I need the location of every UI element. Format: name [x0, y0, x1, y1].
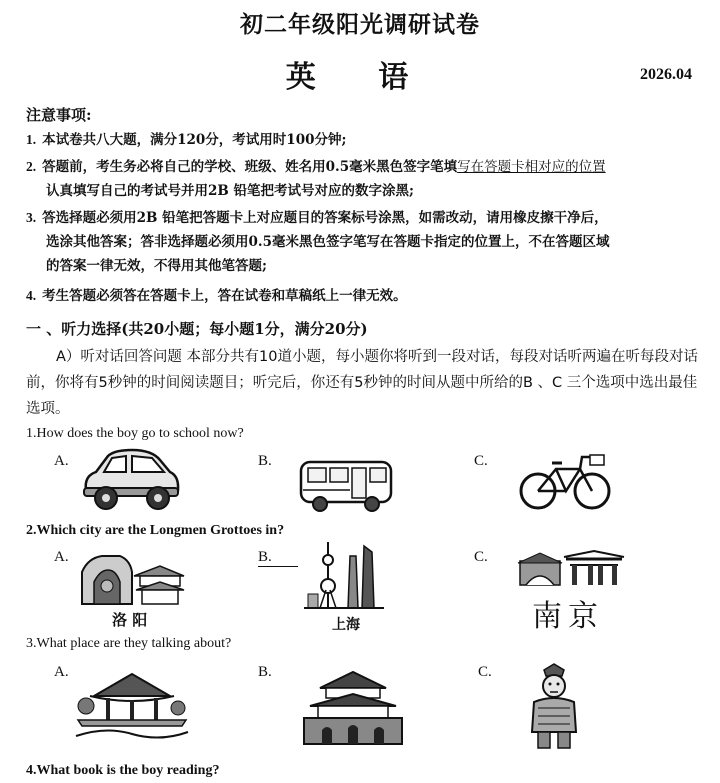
exam-date: 2026.04	[640, 66, 692, 83]
note-text-light: 写在答题卡相对应的位置	[457, 159, 606, 175]
option-c-label: C.	[474, 453, 488, 469]
note-number: 1.	[26, 132, 37, 147]
note-item-1	[26, 128, 702, 152]
section-intro-text: A）听对话回答问题 本部分共有10道小题，每小题你将听到一段对话，每段对话听两遍在听每段对话前，你将有5秒钟的时间阅读题目；听完后，你还有5秒钟的时间从题中所给的B 、C 三个选项中选出最佳选项。	[26, 349, 698, 417]
shanghai-skyline-icon	[304, 540, 384, 610]
note-item-3	[26, 206, 702, 278]
note-item-2	[26, 155, 702, 203]
question-2: 2.Which city are the Longmen Grottoes in?	[26, 523, 285, 538]
note-number: 2.	[26, 159, 37, 174]
option-c-label: C.	[478, 664, 492, 680]
note-text: 答选择题必须用2B 铅笔把答题卡上对应题目的答案标号涂黑，如需改动，请用橡皮擦干净后，	[42, 210, 608, 226]
subject-title: 英 语	[285, 60, 435, 95]
luoyang-grottoes-icon	[80, 552, 186, 606]
option-a-label: A.	[54, 664, 69, 680]
palace-gate-icon	[300, 666, 406, 746]
note-number: 4.	[26, 288, 37, 303]
option-c-label: C.	[474, 549, 488, 565]
note-continuation-2: 的答案一律无效，不得用其他笔答题;	[46, 258, 267, 274]
section-intro	[26, 344, 704, 422]
option-a-label: A.	[54, 549, 69, 565]
caption-nanjing: 南京	[532, 599, 604, 634]
option-a-label: A.	[54, 453, 69, 469]
question-3: 3.What place are they talking about?	[26, 636, 232, 651]
section-heading: 一 、听力选择(共20小题；每小题1分，满分20分)	[26, 320, 368, 338]
option-b-label: B.	[258, 453, 272, 469]
pavilion-icon	[76, 666, 188, 742]
notes-heading: 注意事项:	[26, 106, 92, 124]
exam-title: 初二年级阳光调研试卷	[240, 11, 480, 38]
note-item-4	[26, 284, 702, 308]
note-text: 答题前，考生务必将自己的学校、班级、姓名用0.5毫米黑色签字笔填	[42, 159, 458, 175]
car-icon	[80, 446, 182, 512]
note-continuation: 认真填写自己的考试号并用2B 铅笔把考试号对应的数字涂黑;	[46, 183, 414, 199]
note-continuation: 选涂其他答案；答非选择题必须用0.5毫米黑色签字笔写在答题卡指定的位置上，不在答题区域	[46, 234, 610, 250]
note-text: 本试卷共八大题，满分120分，考试用时100分钟;	[42, 132, 347, 148]
bus-icon	[298, 458, 394, 514]
nanjing-landmarks-icon	[518, 551, 622, 587]
note-text: 考生答题必须答在答题卡上，答在试卷和草稿纸上一律无效。	[42, 288, 407, 304]
note-number: 3.	[26, 210, 37, 225]
bicycle-icon	[518, 449, 612, 511]
caption-luoyang: 洛 阳	[112, 611, 148, 629]
terracotta-warrior-icon	[524, 662, 584, 752]
caption-shanghai: 上海	[332, 617, 360, 633]
question-1: 1.How does the boy go to school now?	[26, 426, 244, 441]
option-b-label: B.	[258, 664, 272, 680]
question-4: 4.What book is the boy reading?	[26, 763, 220, 778]
option-b-label: B.	[258, 549, 298, 567]
